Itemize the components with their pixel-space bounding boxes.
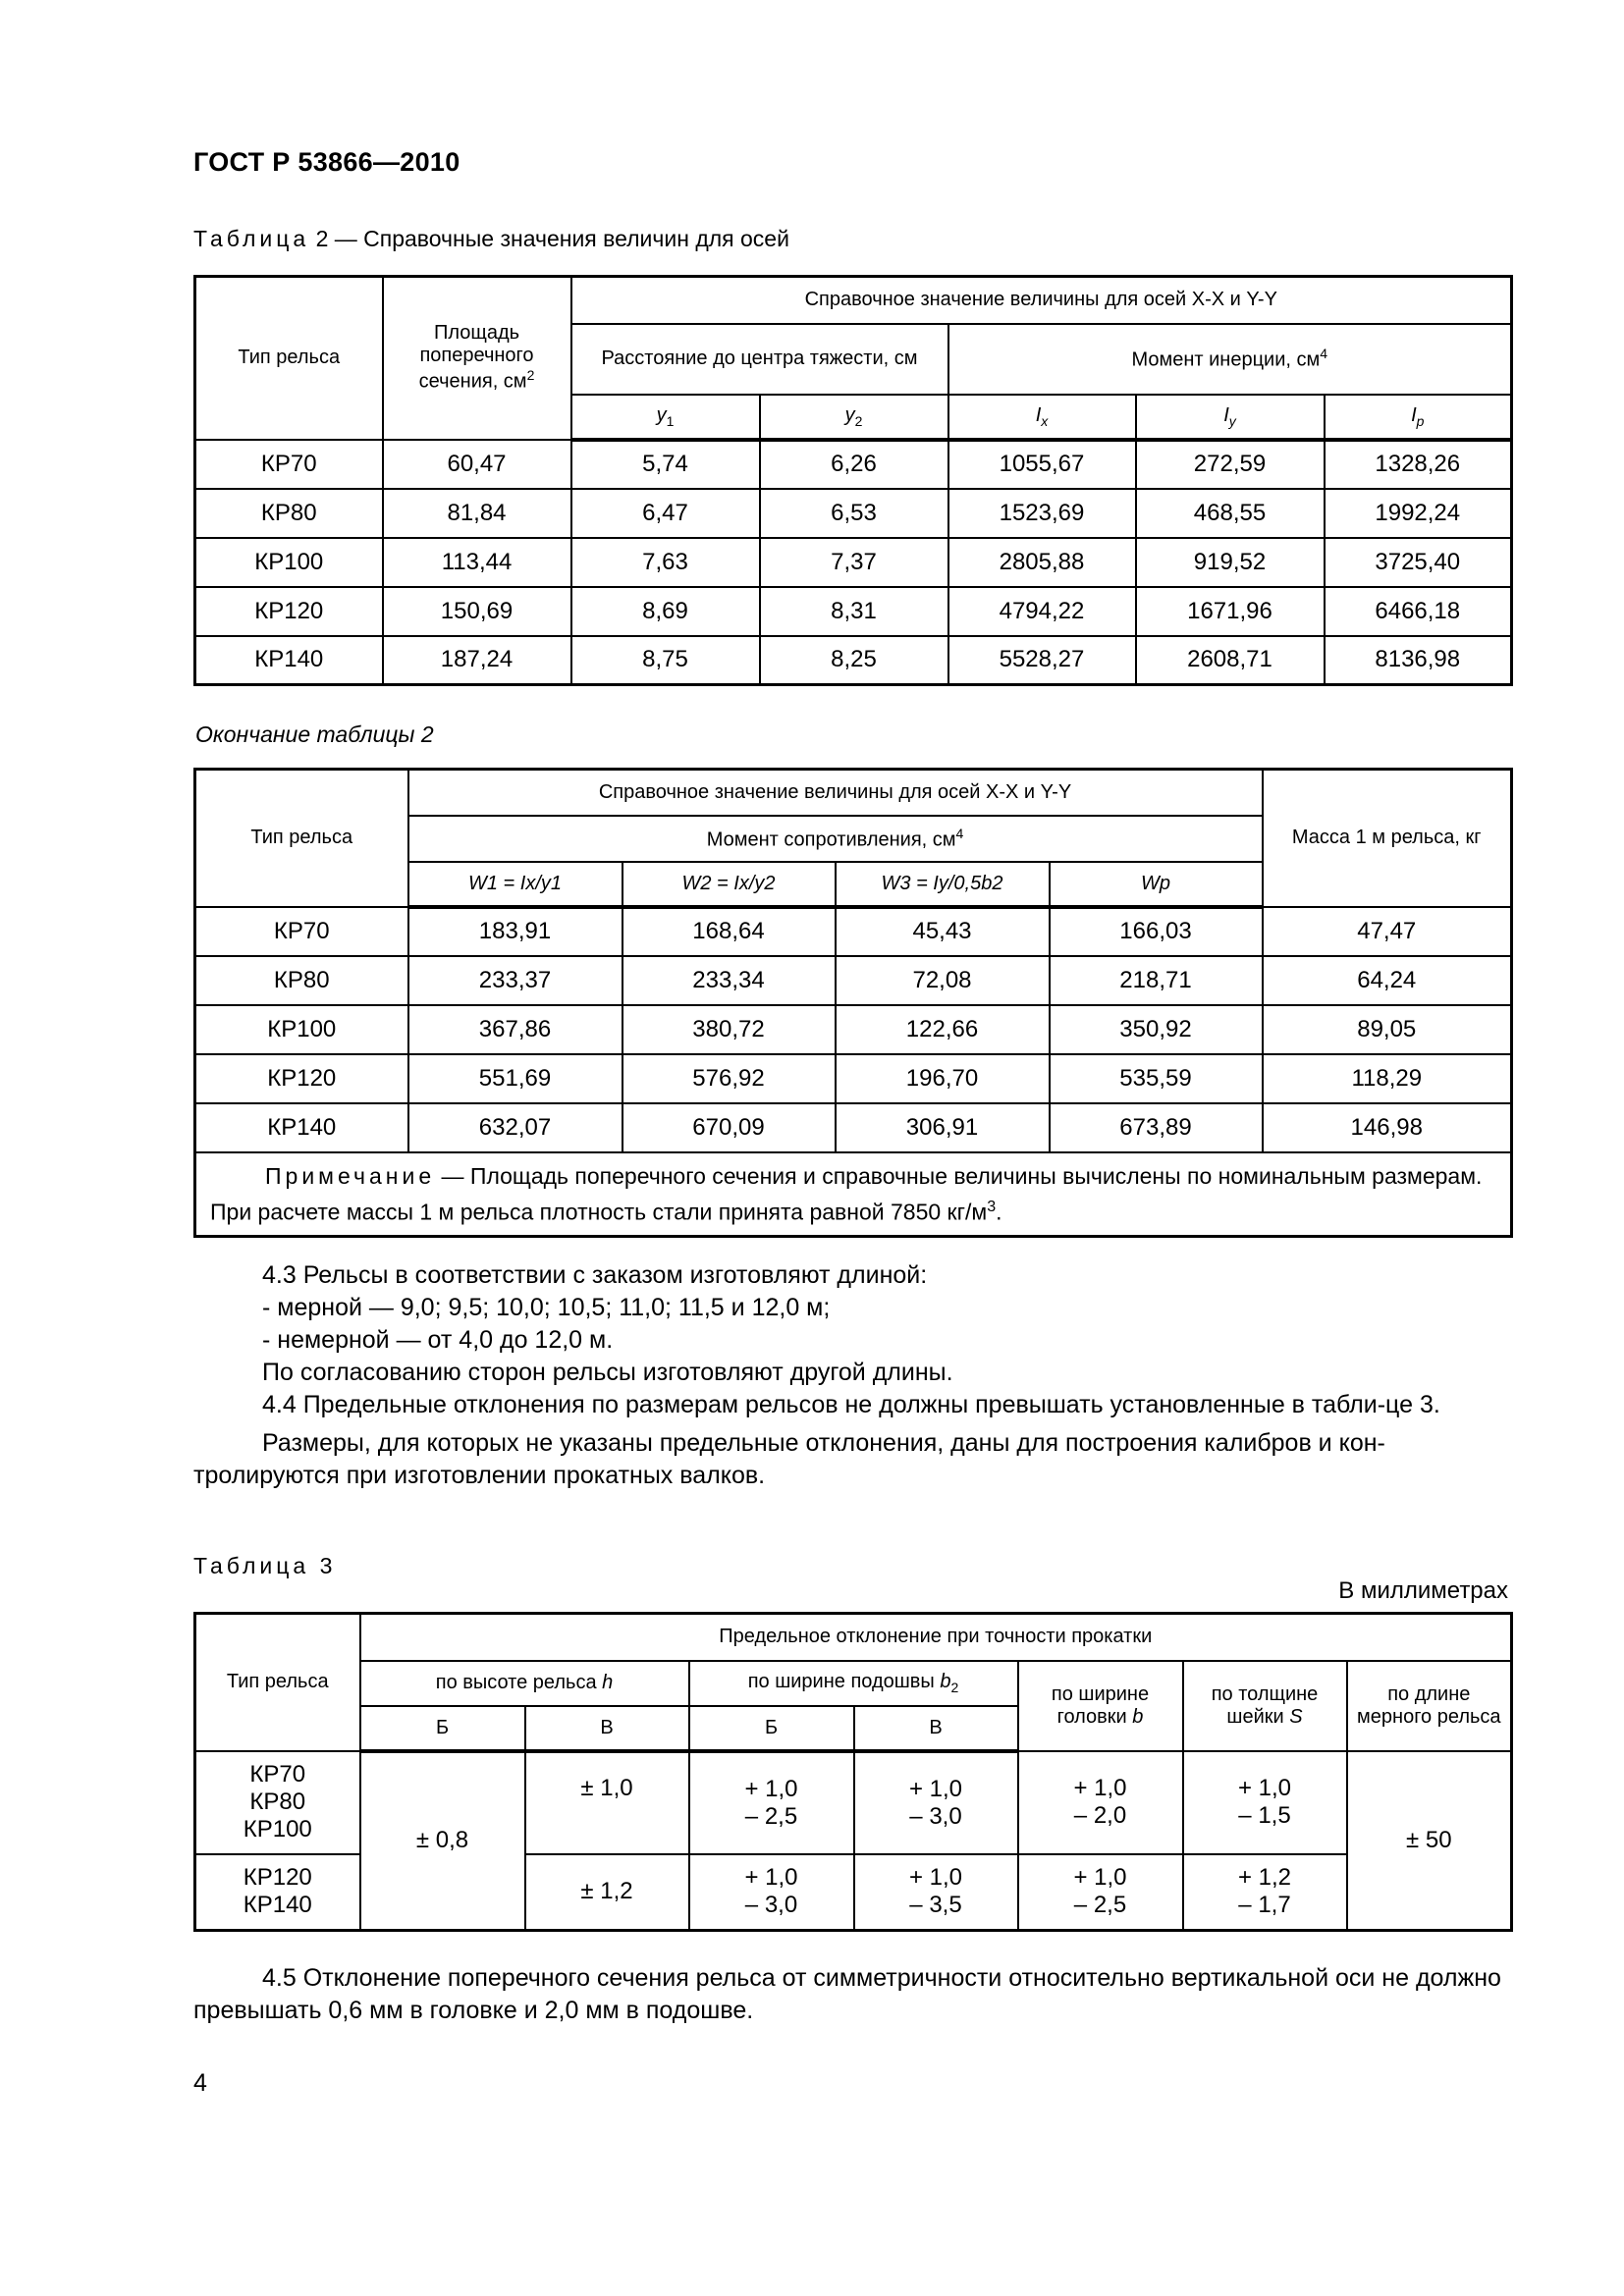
document-header: ГОСТ Р 53866—2010	[193, 147, 460, 177]
table-row: КР100 367,86 380,72 122,66 350,92 89,05	[195, 1005, 1512, 1054]
sub-header-ip: $I_p$	[1325, 395, 1512, 440]
table-row: КР140 187,24 8,75 8,25 5528,27 2608,71 8136,98	[195, 636, 1512, 685]
paragraph: 4.4 Предельные отклонения по размерам рельсов не должны превышать установленные в табли-це 3.	[262, 1391, 1440, 1418]
sub-header-w2: W2 = Ix/y2	[623, 862, 836, 907]
table-row: КР120 КР140 ± 1,2 + 1,0 – 3,0 + 1,0 – 3,5 + 1,0 – 2,5 + 1,2 – 1,7	[195, 1854, 1512, 1931]
group-title: Справочное значение величины для осей X-X и Y-Y	[408, 770, 1263, 816]
sub-header-y2: $y_2$	[760, 395, 948, 440]
table-row: КР100 113,44 7,63 7,37 2805,88 919,52 3725,40	[195, 538, 1512, 587]
body-section-1	[193, 1259, 1509, 1492]
paragraph: 4.5 Отклонение поперечного сечения рельса от симметричности относительно вертикальной оси не должно превышать 0,6 мм в головке и 2,0 мм в подошве.	[193, 1964, 1501, 2024]
table-note: Примечание — Площадь поперечного сечения и справочные величины вычислены по номинальным размерам. При расчете массы 1 м рельса плотность стали принята равной 7850 $кг/м^3$.	[195, 1152, 1512, 1237]
sub-header-w1: W1 = Ix/y1	[408, 862, 623, 907]
class-b: Б	[689, 1706, 854, 1751]
table-row: КР140 632,07 670,09 306,91 673,89 146,98	[195, 1103, 1512, 1152]
distance-header: Расстояние до центра тяжести, см	[571, 324, 948, 395]
head-width-header: по ширине головки b	[1018, 1661, 1183, 1751]
sub-header-w3: W3 = Iy/0,5b2	[836, 862, 1050, 907]
length-value: ± 50	[1347, 1751, 1512, 1931]
col-area-header: Площадь поперечного сечения, $см^2$	[383, 277, 571, 440]
page-number: 4	[193, 2069, 207, 2097]
length-header: по длине мерного рельса	[1347, 1661, 1512, 1751]
table2b-caption: Окончание таблицы 2	[195, 721, 434, 747]
col-type-header: Тип рельса	[195, 770, 408, 907]
table-row: КР70 183,91 168,64 45,43 166,03 47,47	[195, 907, 1512, 956]
table-row: КР80 233,37 233,34 72,08 218,71 64,24	[195, 956, 1512, 1005]
sub-header-wp: Wp	[1050, 862, 1263, 907]
table-row: КР120 551,69 576,92 196,70 535,59 118,29	[195, 1054, 1512, 1103]
neck-thickness-header: по толщине шейки S	[1183, 1661, 1347, 1751]
table-note-row	[195, 1152, 1512, 1237]
col-type-header: Тип рельса	[195, 1614, 360, 1751]
table-row: КР80 81,84 6,47 6,53 1523,69 468,55 1992,24	[195, 489, 1512, 538]
table-row: КР70 КР80 КР100 ± 0,8 ± 1,0 + 1,0 – 2,5 + 1,0 – 3,0 + 1,0 – 2,0 + 1,0 – 1,5 ± 50	[195, 1751, 1512, 1854]
sub-header-y1: $y_1$	[571, 395, 760, 440]
resistance-header: Момент сопротивления, $см^4$	[408, 816, 1263, 862]
class-b: Б	[360, 1706, 525, 1751]
paragraph: Размеры, для которых не указаны предельные отклонения, даны для построения калибров и кон-тролируются при изготовлении прокатных валков.	[193, 1429, 1385, 1489]
paragraph: 4.3 Рельсы в соответствии с заказом изготовляют длиной:	[262, 1261, 928, 1289]
paragraph: - мерной — 9,0; 9,5; 10,0; 10,5; 11,0; 11,5 и 12,0 м;	[262, 1294, 831, 1321]
table2-caption: Таблица 2 — Справочные значения величин для осей	[193, 226, 789, 251]
units-label: В миллиметрах	[1338, 1577, 1508, 1604]
col-mass-header: Масса 1 м рельса, кг	[1263, 770, 1512, 907]
paragraph: - немерной — от 4,0 до 12,0 м.	[262, 1326, 614, 1354]
col-type-header: Тип рельса	[195, 277, 383, 440]
sub-header-ix: $I_x$	[948, 395, 1136, 440]
paragraph: По согласованию сторон рельсы изготовляют другой длины.	[262, 1359, 953, 1386]
group-title: Предельное отклонение при точности прокатки	[360, 1614, 1512, 1661]
moment-header: Момент инерции, $см^4$	[948, 324, 1512, 395]
height-header: по высоте рельса h	[360, 1661, 689, 1706]
table3-caption: Таблица 3	[193, 1553, 337, 1578]
class-v: В	[854, 1706, 1018, 1751]
height-class-b-value: ± 0,8	[360, 1751, 525, 1931]
table-row: КР70 60,47 5,74 6,26 1055,67 272,59 1328,26	[195, 440, 1512, 489]
table-2-continuation	[193, 768, 1513, 1238]
class-v: В	[525, 1706, 689, 1751]
table-2	[193, 275, 1513, 686]
table-row: КР120 150,69 8,69 8,31 4794,22 1671,96 6466,18	[195, 587, 1512, 636]
base-width-header: по ширине подошвы $b_2$	[689, 1661, 1018, 1706]
table-3	[193, 1612, 1513, 1932]
group-title: Справочное значение величины для осей X-X и Y-Y	[571, 277, 1512, 324]
sub-header-iy: $I_y$	[1136, 395, 1325, 440]
